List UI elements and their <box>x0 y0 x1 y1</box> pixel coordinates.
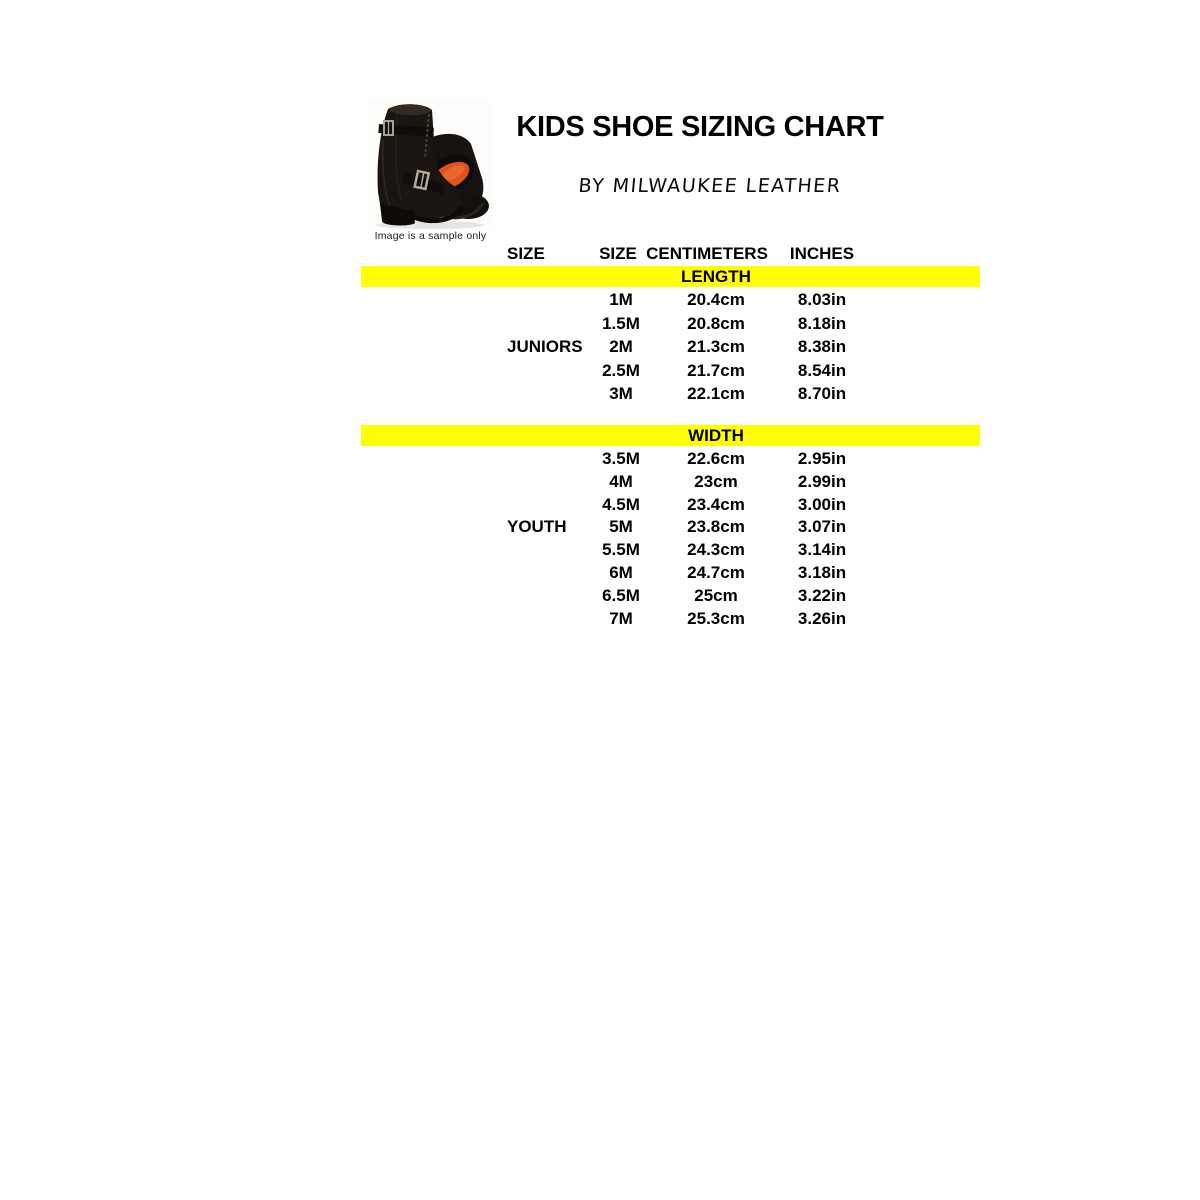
cell-size: 7M <box>609 608 633 628</box>
cell-inches: 2.99in <box>797 471 847 491</box>
table-row <box>361 288 980 312</box>
page-title: KIDS SHOE SIZING CHART <box>516 111 884 143</box>
cell-size: 1.5M <box>602 313 640 333</box>
cell-centimeters: 24.3cm <box>687 540 745 560</box>
cell-centimeters: 21.7cm <box>687 360 745 380</box>
table-row <box>361 335 980 359</box>
group-label-youth: YOUTH <box>507 517 567 537</box>
cell-size: 6M <box>609 563 633 582</box>
cell-centimeters: 25.3cm <box>687 608 745 628</box>
table-row <box>361 359 980 383</box>
cell-size: 1M <box>609 290 633 309</box>
table-row <box>361 516 980 539</box>
cell-inches: 8.54in <box>797 360 847 380</box>
table-row <box>361 539 980 562</box>
cell-inches: 3.07in <box>797 517 847 537</box>
cell-centimeters: 22.1cm <box>687 384 745 403</box>
cell-inches: 3.26in <box>797 608 847 628</box>
cell-centimeters: 23cm <box>694 471 738 491</box>
cell-inches: 3.22in <box>797 585 847 605</box>
column-header-size-group: SIZE <box>507 244 545 263</box>
cell-centimeters: 24.7cm <box>687 563 745 582</box>
cell-size: 2.5M <box>602 360 640 380</box>
section-label: WIDTH <box>688 426 744 445</box>
table-row <box>361 471 980 494</box>
table-row <box>361 585 980 608</box>
column-header-inches: INCHES <box>789 244 855 263</box>
cell-size: 5M <box>609 517 633 537</box>
cell-centimeters: 21.3cm <box>687 337 745 356</box>
column-header-size: SIZE <box>599 244 637 263</box>
cell-inches: 8.18in <box>797 313 847 333</box>
cell-centimeters: 20.8cm <box>687 313 745 333</box>
cell-size: 4.5M <box>602 494 640 514</box>
column-header-centimeters: CENTIMETERS <box>646 244 768 263</box>
cell-inches: 8.03in <box>797 290 847 309</box>
cell-size: 6.5M <box>602 585 640 605</box>
cell-size: 5.5M <box>602 540 640 560</box>
table-row <box>361 608 980 631</box>
cell-size: 3M <box>609 384 633 403</box>
table-row <box>361 562 980 585</box>
cell-size: 4M <box>609 471 633 491</box>
cell-inches: 2.95in <box>797 449 847 468</box>
section-header-width <box>361 425 980 446</box>
cell-size: 3.5M <box>602 449 640 468</box>
cell-centimeters: 22.6cm <box>687 449 745 468</box>
cell-inches: 8.70in <box>797 384 847 403</box>
table-row <box>361 448 980 471</box>
cell-inches: 3.18in <box>797 563 847 582</box>
section-header-length <box>361 266 980 287</box>
table-row <box>361 494 980 517</box>
cell-inches: 3.14in <box>797 540 847 560</box>
cell-centimeters: 23.8cm <box>687 517 745 537</box>
cell-size: 2M <box>609 337 633 356</box>
cell-centimeters: 23.4cm <box>687 494 745 514</box>
page-subtitle: BY MILWAUKEE LEATHER <box>577 175 843 197</box>
cell-inches: 8.38in <box>797 337 847 356</box>
cell-inches: 3.00in <box>797 494 847 514</box>
section-label: LENGTH <box>681 267 751 286</box>
photo-caption: Image is a sample only <box>374 230 487 242</box>
table-row <box>361 312 980 336</box>
cell-centimeters: 20.4cm <box>687 290 745 309</box>
group-label-juniors: JUNIORS <box>507 337 583 356</box>
table-row <box>361 382 980 406</box>
cell-centimeters: 25cm <box>694 585 738 605</box>
